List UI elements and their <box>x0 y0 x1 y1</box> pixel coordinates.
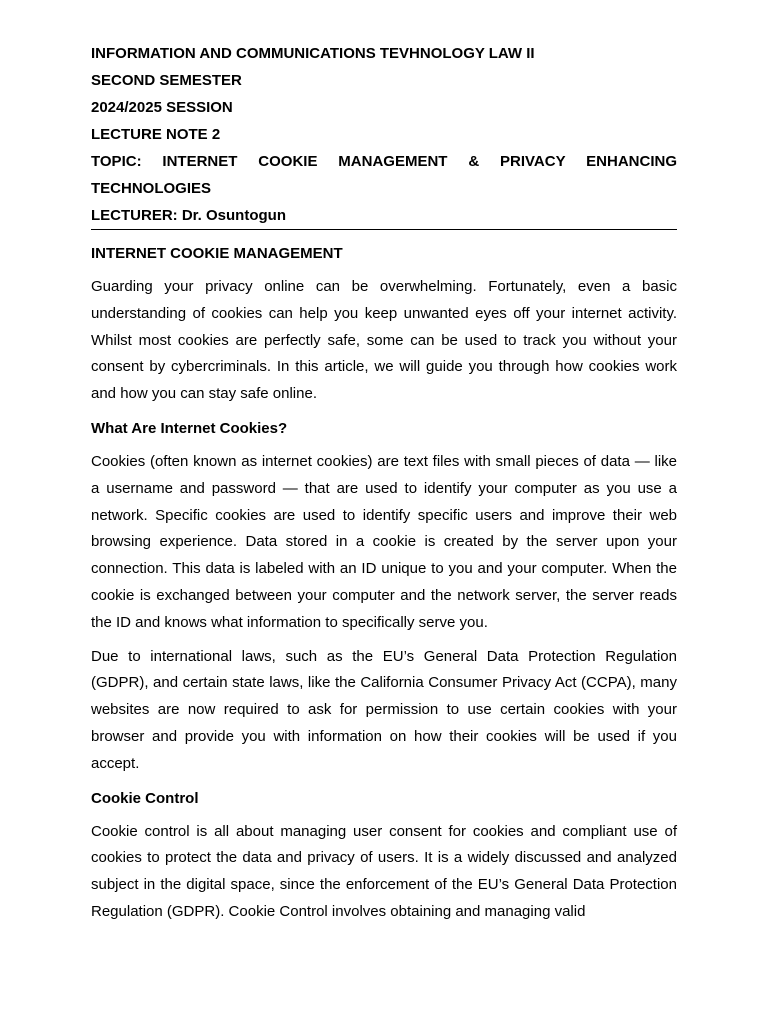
main-heading: INTERNET COOKIE MANAGEMENT <box>91 245 343 262</box>
what-are-cookies-heading: What Are Internet Cookies? <box>91 419 288 437</box>
document-page <box>91 40 677 926</box>
lecturer-label: LECTURER: Dr. Osuntogun <box>91 207 286 224</box>
intro-paragraph: Guarding your privacy online can be overwhelming. Fortunately, even a basic understanding of cookies can help you keep unwanted eyes off your internet activity. Whilst most cookies are perfectly safe, some can be used to track you without your consent by cybercriminals. In this article, we will guide you through how cookies work and how you can stay safe online. <box>91 278 677 403</box>
topic-label: TOPIC: INTERNET COOKIE MANAGEMENT & PRIVACY ENHANCING TECHNOLOGIES <box>91 153 677 197</box>
session-label: 2024/2025 SESSION <box>91 99 233 116</box>
semester-label: SECOND SEMESTER <box>91 72 242 89</box>
cookies-definition-paragraph: Cookies (often known as internet cookies) are text files with small pieces of data — like a username and password — that are used to identify your computer as you use a network. Specific cookies are used to identify specific users and improve their web browsing experience. Data stored in a cookie is created by the server upon your connection. This data is labeled with an ID unique to you and your computer. When the cookie is exchanged between your computer and the network server, the server reads the ID and knows what information to specifically serve you. <box>91 452 677 631</box>
document-header <box>91 40 677 230</box>
course-title: INFORMATION AND COMMUNICATIONS TEVHNOLOGY LAW II <box>91 45 535 62</box>
cookies-laws-paragraph: Due to international laws, such as the EU’s General Data Protection Regulation (GDPR), and certain state laws, like the California Consumer Privacy Act (CCPA), many websites are now required to ask for permission to use certain cookies with your browser and provide you with information on how their cookies will be used if you accept. <box>91 647 677 772</box>
lecture-note-label: LECTURE NOTE 2 <box>91 126 221 143</box>
cookie-control-paragraph: Cookie control is all about managing user consent for cookies and compliant use of cookies to protect the data and privacy of users. It is a widely discussed and analyzed subject in the digital space, since the enforcement of the EU’s General Data Protection Regulation (GDPR). Cookie Control involves obtaining and managing valid <box>91 822 677 920</box>
cookie-control-heading: Cookie Control <box>91 789 199 807</box>
